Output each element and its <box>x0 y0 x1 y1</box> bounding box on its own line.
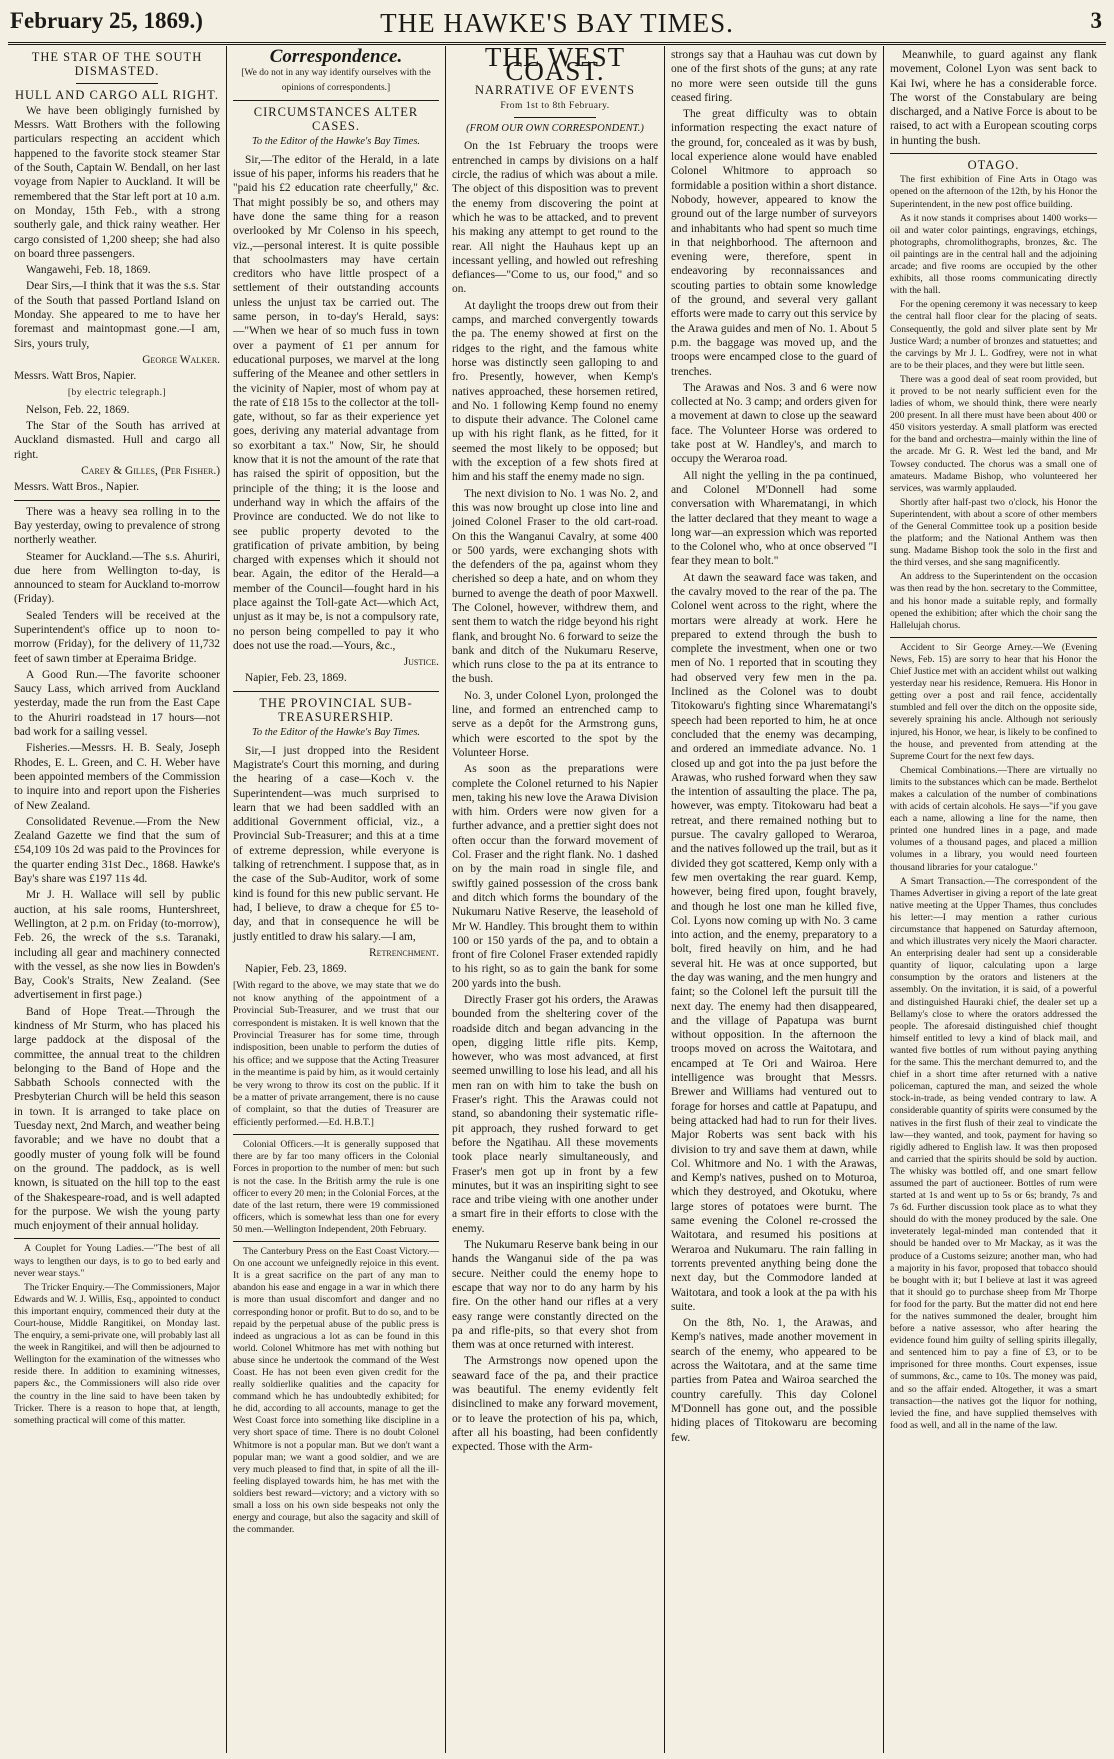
article-subhead: HULL AND CARGO ALL RIGHT. <box>14 87 220 102</box>
article-subhead: NARRATIVE OF EVENTS <box>475 82 635 97</box>
article-paragraph: Directly Fraser got his orders, the Arawas bounded from the sheltering cover of the roadside ditch and began advancing in the open, digging little rifle pits. Kemp, however, who was most advanced, at first seemed unwilling to lose his lead, and all his men ran on with him to take the bush on Fraser's right. This the Arawas could not stand, so abandoning their systematic rifle-pit approach, they rushed forward to get before the Ngatihau. All these movements took place nearly simultaneously, and Fraser's men got up in front by a few minutes, but it was an inspiriting sight to see race and tribe vieing with one another under a smart fire in their efforts to close with the enemy. <box>452 994 658 1235</box>
article-paragraph: The next division to No. 1 was No. 2, and this was now brought up close into line and joined Colonel Fraser to the old cart-road. On this the Wanganui Cavalry, at some 400 or 500 yards, were exchanging shots with the defenders of the pa, against whom they cherished so deep a hate, and on whom they burned to avenge the death of poor Maxwell. The Colonel, however, withdrew them, and sent them to watch the ridge beyond his right flank, and brought No. 6 forward to seize the bank and ditch of the Nukumaru Reserve, which runs close to the pa at its entrance to the bush. <box>452 487 658 686</box>
article-paragraph: On the 1st February the troops were entrenched in camps by divisions on a half circle, the radius of which was about a mile. The object of this disposition was to prevent the enemy from discovering the point at which he was to be attacked, and to prevent his making any attempt to get round to the rear. All night the Hauhaus kept up an incessant yelling, and howled out refreshing defiances—"Come to us, our food," and so on. <box>452 140 658 296</box>
letter-address: To the Editor of the Hawke's Bay Times. <box>251 727 421 739</box>
small-print-section <box>890 174 1097 1432</box>
article-paragraph: On the 8th, No. 1, the Arawas, and Kemp's natives, made another movement in search of the enemy, who appeared to be across the Waitotara, and at the same time parties from Patea and Wairoa searched the country carefully. This day Colonel M'Donnell has gone out, and the possible hiding places of Titokowaru are becoming few. <box>671 1317 877 1444</box>
letter-body: Sir,—The editor of the Herald, in a late issue of his paper, informs his readers that he "paid his £2 education rate cheerfully," &c. That might possibly be so, and others may have done the same thing for a reason overlooked by Mr Colenso in his speech, viz.,—personal interest. It is quite possible that schoolmasters may have certain creditors who have little prospect of a settlement of their outstanding accounts unless the unjust tax be carried out. The same person, in to-day's Herald, says:—"When we hear of so much fuss in town over a payment of £1 per annum for educational purposes, we marvel at the long suffering of the Meanee and other settlers in the vicinity of Napier, most of whom pay at the rate of £18 15s to the collector at the toll-gate, without, so far as their experience yet goes, deriving any material advantage from so exorbitant a tax." Now, Sir, he should know that it is not the amount of the rate that has raised the spirit of opposition, but the principle of the thing; it is the loose and underhand way in which the affairs of the Province are conducted. We do not like to see public property devoted to the gratification of private ambition, by being charged with expenses which it should not bear. Again, the editor of the Herald—a member of the Council—fought hard in his place against the Toll-gate Act—which Act, unjust as it may be, is not a compulsory rate, no person being compelled to pay it who does not use the road.—Yours, &c., <box>233 153 439 652</box>
article-paragraph: The great difficulty was to obtain information respecting the exact nature of the ground, for, concealed as it was by bush, local experience alone would have enabled Colonel Whitmore to approach so formidable a position within a short distance. Nobody, however, appeared to know the ground out of the large number of surveyors and inhabitants who had spent so much time in that neighborhood. The afternoon and evening were, therefore, spent in endeavoring by reconnaissances and scouting parties to obtain some knowledge of the ground, and several very gallant efforts were made to carry out this service by the Arawa guides and men of No. 1. About 5 p.m. the baggage was moved up, and the troops were encamped close to the guard of trenches. <box>671 108 878 378</box>
letter-dateline: Wangawehi, Feb. 18, 1869. <box>26 264 151 277</box>
divider <box>233 691 439 692</box>
news-item: A Good Run.—The favorite schooner Saucy Lass, which arrived from Auckland yesterday, made the run from the East Cape to the Ahuriri roadstead in 17 hours—not bad work for a sailing vessel. <box>14 668 220 739</box>
letter-dateline: Nelson, Feb. 22, 1869. <box>26 403 130 416</box>
article-paragraph: No. 3, under Colonel Lyon, prolonged the line, and formed an entrenched camp to serve as a depôt for the Armstrong guns, which were escorted to the spot by the Volunteer Horse. <box>452 689 658 759</box>
letter-recipient: Messrs. Watt Bros., Napier. <box>14 481 140 494</box>
news-item: Consolidated Revenue.—From the New Zealand Gazette we find that the sum of £54,109 10s 2d was paid to the Provinces for the quarter ending 31st Dec., 1868. Hawke's Bay's share was £197 11s 4d. <box>14 815 220 886</box>
divider <box>233 100 439 101</box>
newspaper-title: THE HAWKE'S BAY TIMES. <box>380 8 734 38</box>
article-paragraph: All night the yelling in the pa continued, and Colonel M'Donnell had some conversation with Wharematangi, in which the latter declared that they meant to wage a long war—an expression which was reported to the Colonel who, who at once observed "I fear they mean to bolt." <box>671 469 877 568</box>
section-headline: Correspondence. <box>269 46 403 67</box>
article-byline: (FROM OUR OWN CORRESPONDENT.) <box>466 123 644 135</box>
divider <box>14 1238 220 1239</box>
news-item: Steamer for Auckland.—The s.s. Ahuriri, due here from Wellington to-day, is announced to steam for Auckland to-morrow (Friday). <box>14 550 220 606</box>
news-item: Mr J. H. Wallace will sell by public auction, at his sale rooms, Huntershreet, Wellington, at 2 p.m. on Friday (to-morrow), Feb. 26, the wreck of the s.s. Taranaki, including all gear and machinery connected with the vessel, as she now lies in Bowden's Bay, Cook's Straits, New Zealand. (See advertisement in first page.) <box>14 889 220 1002</box>
article-paragraph: The first exhibition of Fine Arts in Otago was opened on the afternoon of the 12th, by his Honor the Superintendent, in the new post office building. <box>890 174 1097 210</box>
column-2 <box>227 46 446 1753</box>
letter-body: Dear Sirs,—I think that it was the s.s. Star of the South that passed Portland Island on Monday. She appeared to me to have her foremast and maintopmast gone.—I am, Sirs, yours truly, <box>14 280 220 350</box>
telegraph-label: [by electric telegraph.] <box>67 387 167 398</box>
article-paragraph: At daylight the troops drew out from their camps, and marched convergently towards the pa. The enemy showed at first on the ridges to the right, and the famous white horse was distinctly seen galloping to and fro. Presently, however, when Kemp's natives approached, these horsemen retired, and No. 1 following Kemp found no enemy to dispute their advance. The Colonel came up with his right flank, as he fitted, for it seemed the most likely to be opposed; but with the exception of a few shots fired at him and his staff the enemy made no sign. <box>452 299 658 484</box>
article-paragraph: An address to the Superintendent on the occasion was then read by the hon. secretary to the Committee, and his honor made a suitable reply, and formally opened the exhibition; after which the choir sang the Hallelujah chorus. <box>890 571 1097 631</box>
divider <box>890 637 1097 638</box>
article-paragraph: There was a good deal of seat room provided, but it proved to be not nearly sufficient even for the ladies of whom, we should think, there were nearly 200 present. In all there must have been about 400 or 450 visitors yesterday. A small platform was erected for the band and orchestra—mainly within the line of the arcade. Mr G. R. West led the band, and Mr Towsey conducted. The chorus was a small one of amateurs. Madame Bishop, who volunteered her services, was warmly applauded. <box>890 373 1097 494</box>
letter-signature: Justice. <box>403 656 439 669</box>
news-item: Chemical Combinations.—There are virtually no limits to the substances which can be made. Berthelot makes a calculation of the number of combinations with acids of certain alcohols. He says—"if you gave each a name, allowing a line for the name, then printed one hundred lines in a page, and made volumes of a thousand pages, and placed a million volumes in a library, you would need fourteen thousand libraries for your catalogue." <box>890 764 1097 873</box>
letter-dateline: Napier, Feb. 23, 1869. <box>245 963 347 976</box>
small-print-section <box>14 1243 220 1426</box>
editor-note: [With regard to the above, we may state that we do not know anything of the appointment of a Provincial Sub-Treasurer, and we trust that our correspondent is mistaken. It is well known that the Provincial Treasurer has for some time, through indisposition, been unable to perform the duties of his office; and we suppose that the Acting Treasurer in the meantime is paid by him, as it would certainly be very wrong to throw its cost on the public. If it be a matter of private arrangement, there is no cause of complaint, so that the duties of Treasurer are efficiently performed.—Ed. H.B.T.] <box>233 980 439 1128</box>
issue-date: February 25, 1869.) <box>10 8 203 33</box>
article-paragraph: Shortly after half-past two o'clock, his Honor the Superintendent, with about a score of other members of the General Committee took up a position beside the platform; and the National Anthem was then sung. Madame Bishop took the solo in the first and the third verses, and she sang magnificently. <box>890 496 1097 569</box>
divider <box>890 153 1097 154</box>
column-4 <box>665 46 884 1753</box>
letter-body: Sir,—I just dropped into the Resident Magistrate's Court this morning, and during the hearing of a case—Koch v. the Superintendent—was much surprised to learn that we had been saddled with an additional Government official, viz., a Provincial Sub-Treasurer; and this at a time of extreme depression, while everyone is talking of retrenchment. I suppose that, as in the case of the Sub-Auditor, work of some kind is found for this new public servant. He had, I believe, to draw a cheque for £5 to-day, and that in consequence he will be justly entitled to draw his salary.—I am, <box>233 744 439 943</box>
column-1 <box>8 46 227 1753</box>
article-headline: THE WEST COAST. <box>484 46 626 87</box>
letter-signature: Carey & Gilles, (Per Fisher.) <box>81 465 220 478</box>
article-headline: OTAGO. <box>967 158 1020 173</box>
news-item: There was a heavy sea rolling in to the Bay yesterday, owing to prevalence of strong northerly weather. <box>14 505 220 547</box>
letter-signature: George Walker. <box>142 353 220 366</box>
article-paragraph: Meanwhile, to guard against any flank movement, Colonel Lyon was sent back to Kai Iwi, where he has a considerable force. The worst of the Constabulary are being discharged, and a Native Force is about to be raised, to act with a European scouting corps in hunting the bush. <box>890 49 1097 147</box>
masthead <box>8 4 1106 45</box>
letter-title: THE PROVINCIAL SUB-TREASURERSHIP. <box>259 695 413 725</box>
letter-address: To the Editor of the Hawke's Bay Times. <box>251 136 421 148</box>
article-dates: From 1st to 8th February. <box>500 100 610 111</box>
article-paragraph: The Armstrongs now opened upon the seaward face of the pa, and their practice was beautiful. The enemy evidently felt disinclined to make any forward movement, or to leave the protection of his pa, which, after all his boasting, had been confidently expected. Those with the Arm- <box>452 1355 658 1454</box>
article-paragraph: For the opening ceremony it was necessary to keep the central hall floor clear for the placing of seats. Consequently, the gold and silver plate sent by Mr Justice Ward; a number of bronzes and statuettes; and the carvings by Mr J. L. Godfrey, were not in what are to be their places, and they were but little seen. <box>890 299 1097 371</box>
divider <box>233 1134 439 1135</box>
divider <box>233 1241 439 1242</box>
divider <box>76 83 158 84</box>
divider <box>514 117 596 118</box>
article-paragraph: The Arawas and Nos. 3 and 6 were now collected at No. 3 camp; and orders given for a movement at dawn to close up the seaward face. The Volunteer Horse was ordered to take post at W. Handley's, and march to occupy the Weraroa road. <box>671 381 877 466</box>
letter-title: CIRCUMSTANCES ALTER CASES. <box>253 104 419 134</box>
article-paragraph: At dawn the seaward face was taken, and the cavalry moved to the rear of the pa. The Colonel went across to the right, where the mortars were already at work. Here he prepared to extend through the bush to complete the investment, when one or two men of No. 1 reported that in scouting they had observed very few men in the pa. Inclined as the Colonel was to doubt Titokowaru's fighting since Wharematangi's speech had been reported to him, he at once concluded that the enemy was decamping, and ordered an immediate advance. No. 1 closed up and got into the pa just before the Arawas, who rushed forward when they saw the intention of assaulting the place. The pa, however, was empty. Titokowaru had beat a retreat, and there remained nothing but to pursue. The cavalry galloped to Weraroa, and the natives followed up the trail, but as it divided they got scattered, Kemp only with a few men overtaking the rear guard. Kemp, however, being fired upon, fought bravely, and though he lost one man he killed five, Col. Lyons now coming up with No. 3 came into action, and the enemy, preparatory to a bolt, fired heavily on him, and he had several hit. He was at once supported, but the day was waning, and the men hungry and faint; so the Colonel left the pursuit till the next day. The enemy had then disappeared, and the village of Papatupa was burnt without opposition. In the afternoon the troops moved on across the Waitotara, and encamped at Te Ori and Wairoa. Here intelligence was brought that Messrs. Brewer and Williams had ventured out to forage for horses and cattle at Papatupu, and being attacked had had to run for their lives. Major Roberts was sent back with his division to try and save them at dawn, while Col. Whitmore and No. 1 with the Arawas, and Kemp's natives, pushed on to Moturoa, which they destroyed, and Okotuku, where large stores of potatoes were burnt. The same evening the Colonel re-crossed the Waitotara, and resumed his positions at Weraroa and Nukumaru. The rain falling in torrents prevented anything being done the next day, but the Commodore landed at Waitotara, and took a look at the pa with his suite. <box>671 571 877 1313</box>
divider <box>14 500 220 501</box>
column-5 <box>884 46 1103 1753</box>
page-number: 3 <box>1090 8 1102 33</box>
news-item: Band of Hope Treat.—Through the kindness of Mr Sturm, who has placed his large paddock at the disposal of the committee, the annual treat to the children belonging to the Band of Hope and the Sabbath Schools connected with the Presbyterian Church will be held this season in town. It is arranged to take place on Tuesday next, 2nd March, and weather being favorable; and we have no doubt that a goodly muster of young folk will be found on the ground. The paddock, as is well known, is situated on the hill top to the east of the Shakespeare-road, and is well adapted for the purpose. We wish the young party much enjoyment of their annual holiday. <box>14 1005 220 1233</box>
news-item: Colonial Officers.—It is generally supposed that there are by far too many officers in the Colonial Forces in proportion to the number of men: but such is not the case. In the British army the rule is one officer to every 20 men; in the Colonial Forces, at the date of the last return, there were 19 commissioned officers, which is somewhat less than one for every 50 men.—Wellington Independent, 20th February. <box>233 1139 439 1235</box>
letter-signature: Retrenchment. <box>369 946 439 959</box>
letter-recipient: Messrs. Watt Bros, Napier. <box>14 370 137 383</box>
disclaimer: [We do not in any way identify ourselves with the opinions of correspondents.] <box>241 68 431 93</box>
article-headline: THE STAR OF THE SOUTH DISMASTED. <box>31 50 203 79</box>
column-3 <box>446 46 665 1753</box>
article-paragraph: As it now stands it comprises about 1400 works—oil and water color paintings, engravings, etchings, photographs, chromolithographs, bronzes, &c. The oil paintings are in the central hall and the adjoining arcade; and five rooms are occupied by the other exhibits, all those rooms communicating directly with the hall. <box>890 212 1097 297</box>
letter-dateline: Napier, Feb. 23, 1869. <box>245 672 347 685</box>
news-item: The Tricker Enquiry.—The Commissioners, Major Edwards and W. J. Willis, Esq., appointed to conduct this important enquiry, commenced their duty at the Court-house, Middle Rangitikei, on Monday last. The enquiry, a semi-private one, will probably last all the week in Rangitikei, and will then be adjourned to Wellington for the examination of the witnesses who reside there. In addition to examining witnesses, papers &c., the Commissioners will also ride over the country in the line said to have been taken by Tricker. There is a reason to hope that, at length, something practical will come of this matter. <box>14 1281 220 1426</box>
article-paragraph: The Nukumaru Reserve bank being in our hands the Wanganui side of the pa was secure. Neither could the enemy hope to escape that way nor to do any harm by his fire. On the other hand our rifles at a very easy range were constantly directed on the pa and rifle-pits, so that every shot from them was at once returned with interest. <box>452 1239 658 1352</box>
news-item: Accident to Sir George Arney.—We (Evening News, Feb. 15) are sorry to hear that his Honor the Chief Justice met with an accident whilst out walking yesterday near his residence, Remuera. His Honor in getting over a post and rail fence, accidentally stumbled and fell over the ditch on the opposite side, severely spraining his ancle. Although not seriously injured, his Honor, we hear, is likely to be confined to the house, and prevented from attending at the Supreme Court for the next few days. <box>890 641 1097 762</box>
columns <box>8 46 1106 1753</box>
article-paragraph: strongs say that a Hauhau was cut down by one of the first shots of the guns; at any rate no more were seen outside till the guns ceased firing. <box>671 49 877 104</box>
small-print-section <box>233 1139 439 1536</box>
article-paragraph: As soon as the preparations were complete the Colonel returned to his Napier men, taking his new love the Arawa Division with him. Orders were now given for a further advance, and a prettier sight does not often occur than the forward movement of Col. Fraser and the right flank. No. 1 dashed on by the main road in single file, and swiftly gained possession of the cross bank and ditch which forms the boundary of the Nukumaru Native Reserve, the leasehold of Mr W. Handley. This brought them to within 100 or 150 yards of the pa, and to obtain a front of fire Colonel Fraser extended rapidly to his right, so as to gain the bank for some 200 yards into the bush. <box>452 763 658 990</box>
news-item: The Canterbury Press on the East Coast Victory.—On one account we unfeignedly rejoice in this event. It is a great sacrifice on the part of any man to abandon his ease and engage in a war in which there is more than usual discomfort and danger and no corresponding honor or profit. But to do so, and to be repaid by the perpetual abuse of the public press is indeed as ungracious a lot as can be found in this world. Colonel Whitmore has met with nothing but abuse since he undertook the command of the West Coast. He has not been even given credit for the really soldierlike qualities and the capacity for command which he has undoubtedly exhibited; for he did, according to all accounts, manage to get the West Coast force into something like discipline in a very short space of time. There is no doubt Colonel Whitmore is not a popular man. But we don't want a popular man; we want a good soldier, and we are very much pleased to find that, in spite of all the ill-feeling displayed towards him, he has met with the soldiers best reward—victory; and a victory with so small a loss on his own side bespeaks not only the energy and courage, but also the sagacity and skill of the commander. <box>233 1246 439 1536</box>
letter-body: The Star of the South has arrived at Auckland dismasted. Hull and cargo all right. <box>14 420 220 461</box>
news-item: A Smart Transaction.—The correspondent of the Thames Advertiser in giving a report of the late great native meeting at the Upper Thames, thus concludes his letter:—I may mention a rather curious circumstance that happened on Saturday afternoon, and which illustrates very nicely the Maori character. An enterprising dealer had sent up a considerable quantity of liquor, calculating upon a large consumption by the orators and listeners at the assembly. On the invitation, it is said, of a powerful and distinguished Hauraki chief, the dealer set up a Bellamy's close to where the orators addressed the people. The aforesaid distinguished chief thought himself entitled to levy a kind of black mail, and wanted five bottles of rum without paying anything for the same. This the merchant demurred to, and the chief in a short time after returned with a native policeman, captured the man, and seized the whole stock-in-trade, as being vended contrary to law. A considerable quantity of spirits were consumed by the natives in the first flush of their zeal to vindicate the law—they wanted, and took, payment for having so rigidly adhered to English law. It was then proposed and carried that the spirits should be sold by auction. The whisky was bottled off, and one smart fellow assumed the part of auctioneer. Bottles of rum were started at 1s and went up to 5s or 6s; brandy, 7s and 7s 6d. Further discussion took place as to what they should do with the money produced by the sale. One inveterately legal-minded man contended that it should be handed over to Mr Mackay, as it was the produce of a Customs seizure; another man, who had a majority in his favor, proposed that tobacco should be bought with it; but I believe at last it was agreed that it should go to purchase sheep from Mr Thorpe for food for the party. But the matter did not end here for the natives summoned the dealer, brought him before a native assessor, who after hearing the evidence found him guilty of selling spirits illegally, and sentenced him to pay a fine of £3, or to be imprisoned for three months. Court expenses, issue of summons, &c., came to 10s. The money was paid, and so the affair ended. Altogether, it was a smart transaction—the natives got the liquor for nothing, levied the fine, and have supplied themselves with food as well, and all in the name of the law. <box>890 875 1098 1431</box>
news-item: Sealed Tenders will be received at the Superintendent's office up to noon to-morrow (Friday), for the delivery of 11,732 feet of sawn timber at Eperaima Bridge. <box>14 609 220 665</box>
article-paragraph: We have been obligingly furnished by Messrs. Watt Brothers with the following particulars respecting an accident which happened to the favorite stock steamer Star of the South, Captain W. Bendall, on her last voyage from Napier to Auckland. It will be remembered that the Star left port at 10 a.m. on Monday, 15th Feb., with a strong southerly gale, and thick rainy weather. Her cargo consisted of 1,200 sheep; she had also on board three passengers. <box>14 104 220 260</box>
news-item: A Couplet for Young Ladies.—"The best of all ways to lengthen our days, is to go to bed early and never wear stays." <box>14 1243 220 1279</box>
news-item: Fisheries.—Messrs. H. B. Sealy, Joseph Rhodes, E. L. Green, and C. H. Weber have been appointed members of the Commission to inquire into and report upon the Fisheries of New Zealand. <box>14 742 220 812</box>
